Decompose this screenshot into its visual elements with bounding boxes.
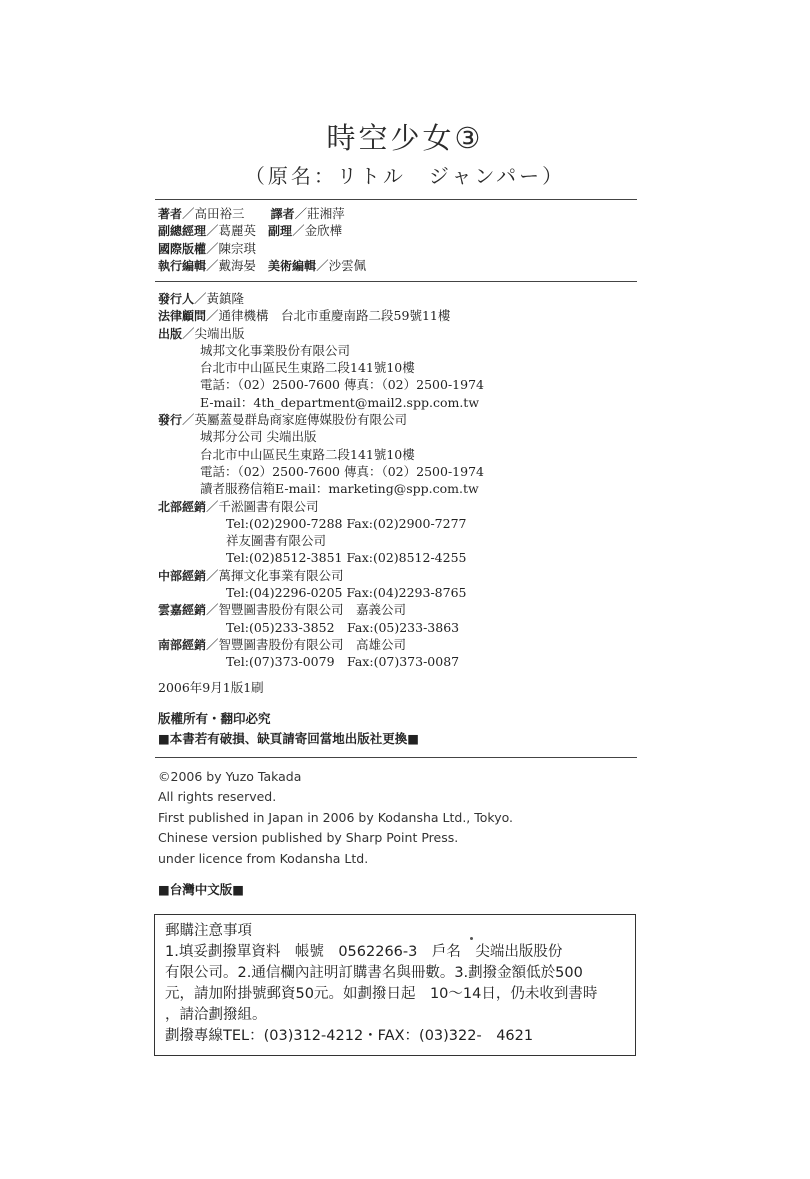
distributor-south: 南部經銷／智豐圖書股份有限公司 高雄公司 [158, 636, 407, 652]
distributor-central: 中部經銷／萬揮文化事業有限公司 [158, 567, 344, 583]
mail-order-box: 郵購注意事項 1.填妥劃撥單資料 帳號 0562266-3 戶名 尖端出版股份 有限公司。2.通信欄內註明訂購書名與冊數。3.劃撥金額低於500 元，請加附掛號郵資50元。如劃撥日起 10～14日，仍未收到書時 ，請洽劃撥組。 劃撥專線TEL：(03)312-4212・FAX：(03)322- 4621 [154, 914, 636, 1056]
divider [155, 281, 637, 282]
english-copyright: ©2006 by Yuzo Takada All rights reserved. First published in Japan in 2006 by Kodansha Ltd., Tokyo. Chinese version published by Sharp Point Press. under licence from Kodansha Ltd. [158, 769, 513, 866]
ink-dot [470, 937, 473, 940]
edition-date: 2006年9月1版1刷 [158, 680, 264, 695]
credits-section [158, 205, 366, 274]
credit-row: 執行編輯／戴海晏 美術編輯／沙雲佩 [158, 257, 367, 273]
book-subtitle: （原名：リトル ジャンパー） [244, 164, 566, 188]
divider [155, 757, 637, 758]
edition-tag: ■台灣中文版■ [158, 882, 245, 897]
divider [155, 199, 637, 200]
distributor-north: 北部經銷／千淞圖書有限公司 [158, 498, 319, 514]
credit-row: 著者／高田裕三 譯者／莊湘萍 [158, 206, 345, 221]
defect-notice: ■本書若有破損、缺頁請寄回當地出版社更換■ [158, 731, 420, 746]
credit-row: 副總經理／葛麗英 副理／金欣樺 [158, 223, 343, 239]
credit-row: 國際版權／陳宗琪 [158, 240, 257, 256]
rights-notice: 版權所有・翻印必究 [158, 711, 271, 726]
distributor-yunjia: 雲嘉經銷／智豐圖書股份有限公司 嘉義公司 [158, 602, 407, 618]
book-title: 時空少女③ [326, 121, 484, 155]
mail-order-heading: 郵購注意事項 [165, 923, 252, 939]
publisher-section: 發行人／黃鎮隆 法律顧問／通律機構 台北市重慶南路二段59號11樓 出版／尖端出版 城邦文化事業股份有限公司 台北市中山區民生東路二段141號10樓 電話：（02）2500-7600 傳真：（02）2500-1974 E-mail：4th_department@mail2.spp.com.tw 發行／英屬蓋曼群島商家庭傳媒股份有限公司 城邦分公司 尖端出版 台北市中山區民生東路二段141號10樓 電話：（02）2500-7600 傳真：（02）2500-1974 讀者服務信箱E-mail：marketing@spp.com.tw 北部經銷／千淞圖書有限公司 Tel:(02)2900-7288 Fax:(02)2900-7277 祥友圖書有限公司 Tel:(02)8512-3851 Fax:(02)8512-4255 中部經銷／萬揮文化事業有限公司 Tel:(04)2296-0205 Fax:(04)2293-8765 雲嘉經銷／智豐圖書股份有限公司 嘉義公司 Tel:(05)233-3852 Fax:(05)233-3863 南部經銷／智豐圖書股份有限公司 高雄公司 Tel:(07)373-0079 Fax:(07)373-0087 [158, 291, 484, 670]
